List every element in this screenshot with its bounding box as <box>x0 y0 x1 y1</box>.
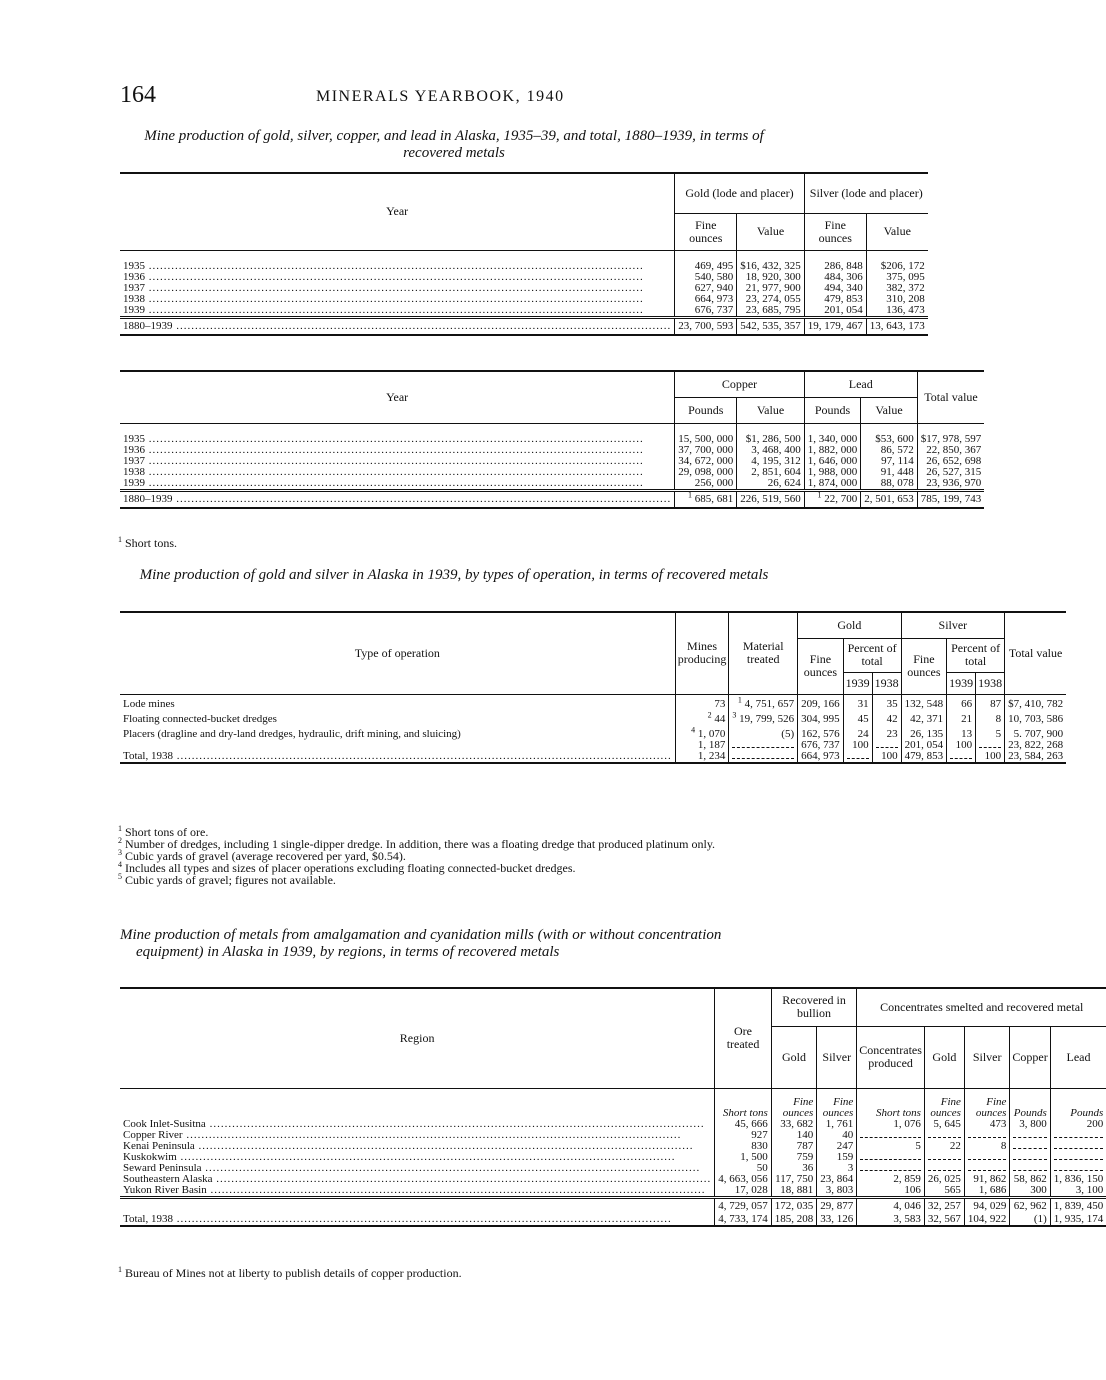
table-cell: 100 <box>947 740 976 751</box>
table-cell: 29, 877 <box>817 1197 857 1214</box>
table-row <box>120 283 928 294</box>
table-cell: 565 <box>924 1185 964 1198</box>
col-year: Year <box>120 371 675 423</box>
table-cell: 42, 371 <box>901 710 947 725</box>
col-lead: Lead <box>1050 1026 1106 1088</box>
table-cell: 664, 973 <box>675 294 737 305</box>
unit-label: Pounds <box>1010 1088 1050 1119</box>
footnote-mark: 1 <box>688 489 692 499</box>
table-cell: Southeastern Alaska ..... <box>120 1174 715 1185</box>
table-cell: 759 <box>771 1152 817 1163</box>
table-cell: 286, 848 <box>804 261 866 272</box>
table-cell: 140 <box>771 1130 817 1141</box>
col-gold-oz: Fine ounces <box>798 638 844 694</box>
table-cell: 247 <box>817 1141 857 1152</box>
page-number: 164 <box>120 82 156 108</box>
table-cell: 42 <box>872 710 901 725</box>
table-cell: 18, 881 <box>771 1185 817 1198</box>
table-cell: 58, 862 <box>1010 1174 1050 1185</box>
spacer-cell <box>120 250 675 261</box>
table1-caption: Mine production of gold, silver, copper, and lead in Alaska, 1935–39, and total, 1880–1939, in terms of recovered metals <box>144 128 764 161</box>
table-cell: $^4$ 1, 070 <box>675 725 729 740</box>
table-cell: 3, 100 <box>1050 1185 1106 1198</box>
table-cell: 26, 025 <box>924 1174 964 1185</box>
table-cell: 106 <box>857 1185 925 1198</box>
table-cell: 19, 179, 467 <box>804 317 866 335</box>
table-cell: Kenai Peninsula ..... <box>120 1141 715 1152</box>
table-row <box>120 294 928 305</box>
table-cell: 676, 737 <box>675 305 737 318</box>
table-cell: 664, 973 <box>798 751 844 763</box>
col-silver-oz: Fine ounces <box>901 638 947 694</box>
col-total-value: Total value <box>1005 612 1067 694</box>
table-cell: 91, 862 <box>964 1174 1010 1185</box>
table-cell: Placers (dragline and dry-land dredges, hydraulic, drift mining, and sluicing) <box>123 727 461 740</box>
table-cell: Lode mines <box>123 697 175 710</box>
table1b <box>120 370 984 509</box>
table-cell: 22, 850, 367 <box>917 445 984 456</box>
table-cell: Floating connected-bucket dredges <box>123 712 277 725</box>
table-cell: 45, 666 <box>715 1119 772 1130</box>
table-cell: 5 <box>857 1141 925 1152</box>
footnote: $^1$ Bureau of Mines not at liberty to publish details of copper production. <box>118 1265 462 1280</box>
table-cell: 226, 519, 560 <box>737 490 805 508</box>
col-1938: 1938 <box>976 672 1005 694</box>
col-silver: Silver <box>817 1026 857 1088</box>
table-cell: 787 <box>771 1141 817 1152</box>
total-1938-row <box>120 751 1066 763</box>
table-row <box>120 261 928 272</box>
table-cell: 2, 501, 653 <box>861 490 918 508</box>
bullion-header: Recovered in bullion <box>771 988 857 1026</box>
table-cell: 3, 800 <box>1010 1119 1050 1130</box>
table-cell: 5 <box>976 725 1005 740</box>
copper-header: Copper <box>675 371 805 397</box>
table-cell: 18, 920, 300 <box>737 272 805 283</box>
table-cell: Total, 1938 ..... <box>120 751 675 763</box>
table-cell: 23, 685, 795 <box>737 305 805 318</box>
table-cell: $^1$ 685, 681 <box>675 490 737 508</box>
table3-caption: Mine production of metals from amalgamation and cyanidation mills (with or without concentration equipment) in Alaska in 1939, by regions, in terms of recovered metals <box>120 927 722 960</box>
table-cell: Copper River ..... <box>120 1130 715 1141</box>
table-cell: 1937 ..... <box>120 456 675 467</box>
col-type: Type of operation <box>120 612 675 694</box>
table-cell: 382, 372 <box>866 283 928 294</box>
table-cell: 40 <box>817 1130 857 1141</box>
footnote-mark: 4 <box>691 724 696 734</box>
table-row <box>120 694 1066 710</box>
footnote-mark: 1 <box>737 694 742 704</box>
footnote-mark: 1 <box>817 489 822 499</box>
table-cell: 1, 935, 174 <box>1050 1214 1106 1226</box>
table-cell: 33, 126 <box>817 1214 857 1226</box>
table-cell: 479, 853 <box>901 751 947 763</box>
table-row <box>120 478 984 491</box>
table-cell: 15, 500, 000 <box>675 434 737 445</box>
table-cell: 17, 028 <box>715 1185 772 1198</box>
table-cell: 2, 851, 604 <box>737 467 805 478</box>
concentrates-header: Concentrates smelted and recovered metal <box>857 988 1106 1026</box>
footnote: $^3$ Cubic yards of gravel (average recovered per yard, $0.54). <box>118 848 406 863</box>
table-cell: 1, 076 <box>857 1119 925 1130</box>
table-cell: $^3$ 19, 799, 526 <box>729 710 798 725</box>
table-cell <box>1010 1141 1050 1152</box>
table-cell: 1935 ..... <box>120 261 675 272</box>
table-cell: 10, 703, 586 <box>1005 710 1067 725</box>
table-cell: 185, 208 <box>771 1214 817 1226</box>
unit-label: Short tons <box>715 1088 772 1119</box>
table-cell: $1, 286, 500 <box>737 434 805 445</box>
table-cell: 1, 234 <box>675 751 729 763</box>
col-1939: 1939 <box>843 672 872 694</box>
table-cell: 1, 761 <box>817 1119 857 1130</box>
table-row <box>120 1141 1106 1152</box>
total-row <box>120 1197 1106 1214</box>
table-cell: 32, 257 <box>924 1197 964 1214</box>
table-cell: (5) <box>729 725 798 740</box>
table-cell: 24 <box>843 725 872 740</box>
table-cell: 13, 643, 173 <box>866 317 928 335</box>
footnote: $^4$ Includes all types and sizes of placer operations excluding floating connected-bucket dredges. <box>118 860 576 875</box>
table-cell: 23, 274, 055 <box>737 294 805 305</box>
table-cell <box>1010 1130 1050 1141</box>
col-value: Value <box>866 213 928 250</box>
table-cell: Seward Peninsula ..... <box>120 1163 715 1174</box>
unit-label: Fine ounces <box>817 1088 857 1119</box>
col-value: Value <box>737 397 805 423</box>
table-cell: 484, 306 <box>804 272 866 283</box>
table-cell: 1880–1939 ..... <box>120 317 675 335</box>
col-mines: Mines producing <box>675 612 729 694</box>
footnote: $^1$ Short tons of ore. <box>118 824 209 839</box>
spacer-cell <box>120 1088 715 1119</box>
table-cell: 1937 ..... <box>120 283 675 294</box>
page-header <box>120 82 788 112</box>
total-value-header: Total value <box>917 371 984 423</box>
table-cell: 542, 535, 357 <box>737 317 805 335</box>
table-cell: 21 <box>947 710 976 725</box>
table-cell: Cook Inlet-Susitna ..... <box>120 1119 715 1130</box>
unit-label: Fine ounces <box>964 1088 1010 1119</box>
table-cell: 1, 988, 000 <box>804 467 861 478</box>
table-cell: 104, 922 <box>964 1214 1010 1226</box>
table-cell: 73 <box>675 694 729 710</box>
col-silver-percent: Percent of total <box>947 638 1005 672</box>
table-cell <box>947 751 976 763</box>
table-cell: 1, 836, 150 <box>1050 1174 1106 1185</box>
table-cell: 300 <box>1010 1185 1050 1198</box>
table-cell: 1, 187 <box>675 740 729 751</box>
table-cell <box>857 1130 925 1141</box>
table2-caption: Mine production of gold and silver in Alaska in 1939, by types of operation, in terms of recovered metals <box>139 567 769 583</box>
footnote-mark: 2 <box>707 709 712 719</box>
table-cell: $7, 410, 782 <box>1005 694 1067 710</box>
table-cell: 1, 340, 000 <box>804 434 861 445</box>
table2-footnotes <box>118 826 790 886</box>
table-cell: (1) <box>1010 1214 1050 1226</box>
gold-header: Gold (lode and placer) <box>675 173 805 213</box>
table-cell: 162, 576 <box>798 725 844 740</box>
table-cell: 97, 114 <box>861 456 918 467</box>
table-cell: 45 <box>843 710 872 725</box>
unit-label: Short tons <box>857 1088 925 1119</box>
table-cell: 117, 750 <box>771 1174 817 1185</box>
table-cell: Total, 1938 ..... <box>120 1214 715 1226</box>
silver-header: Silver <box>901 612 1005 638</box>
table-cell <box>1050 1152 1106 1163</box>
table-cell: 1, 874, 000 <box>804 478 861 491</box>
total-1938-row <box>120 1214 1106 1226</box>
table-cell: 100 <box>843 740 872 751</box>
table-cell: 4, 195, 312 <box>737 456 805 467</box>
table1-footnotes <box>118 537 790 549</box>
table-cell: 1939 ..... <box>120 478 675 491</box>
col-material: Material treated <box>729 612 798 694</box>
table-cell: Yukon River Basin ..... <box>120 1185 715 1198</box>
table-cell: 62, 962 <box>1010 1197 1050 1214</box>
table-cell: 3, 583 <box>857 1214 925 1226</box>
table-cell: 87 <box>976 694 1005 710</box>
table-cell: 201, 054 <box>804 305 866 318</box>
table-cell: 35 <box>872 694 901 710</box>
table-row <box>120 272 928 283</box>
table-cell: 1, 500 <box>715 1152 772 1163</box>
col-ore: Ore treated <box>715 988 772 1088</box>
table3-footnotes <box>118 1267 790 1279</box>
col-silver: Silver <box>964 1026 1010 1088</box>
table-cell <box>729 751 798 763</box>
table-cell: 2, 859 <box>857 1174 925 1185</box>
table-cell: 1939 ..... <box>120 305 675 318</box>
table-cell: 1880–1939 ..... <box>120 490 675 508</box>
table-cell: 159 <box>817 1152 857 1163</box>
col-fine-ounces: Fine ounces <box>804 213 866 250</box>
gold-header: Gold <box>798 612 902 638</box>
col-gold: Gold <box>924 1026 964 1088</box>
units-row <box>120 1088 1106 1119</box>
col-copper: Copper <box>1010 1026 1050 1088</box>
table-cell: 5. 707, 900 <box>1005 725 1067 740</box>
table-cell: 1938 ..... <box>120 294 675 305</box>
footnote: $^1$ Short tons. <box>118 535 178 550</box>
table-row <box>120 725 1066 740</box>
col-pounds: Pounds <box>675 397 737 423</box>
table-cell: 136, 473 <box>866 305 928 318</box>
table-cell <box>857 1152 925 1163</box>
spacer-cell <box>120 423 675 434</box>
table-cell: 8 <box>964 1141 1010 1152</box>
table-cell <box>1010 1152 1050 1163</box>
table-cell <box>729 740 798 751</box>
table-cell: 3 <box>817 1163 857 1174</box>
table-cell: 201, 054 <box>901 740 947 751</box>
table1a <box>120 172 928 336</box>
table-cell <box>120 740 675 751</box>
table-cell: 310, 208 <box>866 294 928 305</box>
table3 <box>120 987 1106 1227</box>
col-gold: Gold <box>771 1026 817 1088</box>
table-cell: 26, 652, 698 <box>917 456 984 467</box>
table-cell: $16, 432, 325 <box>737 261 805 272</box>
footnote: $^2$ Number of dredges, including 1 single-dipper dredge. In addition, there was a floating dredge that produced platinum only. <box>118 836 716 851</box>
table-cell: 21, 977, 900 <box>737 283 805 294</box>
table-cell: 86, 572 <box>861 445 918 456</box>
table-cell: 469, 495 <box>675 261 737 272</box>
table-cell: 31 <box>843 694 872 710</box>
table-cell: 4, 046 <box>857 1197 925 1214</box>
table-cell: 627, 940 <box>675 283 737 294</box>
table-cell: 375, 095 <box>866 272 928 283</box>
col-1939: 1939 <box>947 672 976 694</box>
table-cell: 26, 624 <box>737 478 805 491</box>
table-cell: 23 <box>872 725 901 740</box>
col-value: Value <box>861 397 918 423</box>
table-cell: 100 <box>872 751 901 763</box>
table-cell: 304, 995 <box>798 710 844 725</box>
silver-header: Silver (lode and placer) <box>804 173 928 213</box>
footnote: $^5$ Cubic yards of gravel; figures not available. <box>118 872 336 887</box>
table2 <box>120 611 1066 764</box>
table-cell: $206, 172 <box>866 261 928 272</box>
table-row <box>120 710 1066 725</box>
table-cell: $53, 600 <box>861 434 918 445</box>
table-cell: 4, 729, 057 <box>715 1197 772 1214</box>
table-cell: 1, 839, 450 <box>1050 1197 1106 1214</box>
table-cell: Kuskokwim ..... <box>120 1152 715 1163</box>
col-fine-ounces: Fine ounces <box>675 213 737 250</box>
table-cell <box>924 1152 964 1163</box>
table-cell: 26, 527, 315 <box>917 467 984 478</box>
table-cell: 1936 ..... <box>120 272 675 283</box>
table-cell: 830 <box>715 1141 772 1152</box>
spacer-row <box>120 250 928 261</box>
table-cell: 1938 ..... <box>120 467 675 478</box>
table-cell: 66 <box>947 694 976 710</box>
table-cell: 5, 645 <box>924 1119 964 1130</box>
table-cell: 100 <box>976 751 1005 763</box>
lead-header: Lead <box>804 371 917 397</box>
table-cell: 32, 567 <box>924 1214 964 1226</box>
table-cell: 23, 822, 268 <box>1005 740 1067 751</box>
table-cell: 172, 035 <box>771 1197 817 1214</box>
col-1938: 1938 <box>872 672 901 694</box>
table-cell: 13 <box>947 725 976 740</box>
table-cell: 37, 700, 000 <box>675 445 737 456</box>
table-cell: 34, 672, 000 <box>675 456 737 467</box>
table-cell: $17, 978, 597 <box>917 434 984 445</box>
table-cell <box>964 1152 1010 1163</box>
table-cell: 88, 078 <box>861 478 918 491</box>
table-row <box>120 1119 1106 1130</box>
table-cell: 94, 029 <box>964 1197 1010 1214</box>
table-cell: 3, 468, 400 <box>737 445 805 456</box>
col-year: Year <box>120 173 675 250</box>
table-cell: 36 <box>771 1163 817 1174</box>
table-cell: 22 <box>924 1141 964 1152</box>
table-cell <box>843 751 872 763</box>
table-cell: 1, 686 <box>964 1185 1010 1198</box>
running-head: MINERALS YEARBOOK, 1940 <box>316 88 565 105</box>
unit-label: Fine ounces <box>771 1088 817 1119</box>
col-value: Value <box>737 213 805 250</box>
table-cell: 91, 448 <box>861 467 918 478</box>
table-cell: 927 <box>715 1130 772 1141</box>
table-cell: 23, 700, 593 <box>675 317 737 335</box>
col-pounds: Pounds <box>804 397 861 423</box>
footnote-mark: 3 <box>732 709 737 719</box>
unit-label: Fine ounces <box>924 1088 964 1119</box>
table-cell: 209, 166 <box>798 694 844 710</box>
table-cell: 23, 584, 263 <box>1005 751 1067 763</box>
table-cell: 3, 803 <box>817 1185 857 1198</box>
table-cell <box>1050 1130 1106 1141</box>
table-cell: $^2$ 44 <box>675 710 729 725</box>
table-cell: 1935 ..... <box>120 434 675 445</box>
table-cell: 1, 882, 000 <box>804 445 861 456</box>
table-cell: 8 <box>976 710 1005 725</box>
total-row <box>120 317 928 335</box>
table-cell: 29, 098, 000 <box>675 467 737 478</box>
table-cell: 33, 682 <box>771 1119 817 1130</box>
table-cell: 50 <box>715 1163 772 1174</box>
table-cell: $^1$ 22, 700 <box>804 490 861 508</box>
table-row <box>120 1152 1106 1163</box>
table-cell: $^1$ 4, 751, 657 <box>729 694 798 710</box>
table-cell: 4, 733, 174 <box>715 1214 772 1226</box>
table-row <box>120 1185 1106 1198</box>
table-cell: 23, 936, 970 <box>917 478 984 491</box>
col-conc-produced: Concentrates produced <box>857 1026 925 1088</box>
table-cell: 200 <box>1050 1119 1106 1130</box>
table-cell: 785, 199, 743 <box>917 490 984 508</box>
table-cell: 256, 000 <box>675 478 737 491</box>
col-gold-percent: Percent of total <box>843 638 901 672</box>
table-row <box>120 305 928 318</box>
table-cell: 26, 135 <box>901 725 947 740</box>
table-cell: 23, 864 <box>817 1174 857 1185</box>
table-cell: 676, 737 <box>798 740 844 751</box>
table-cell: 4, 663, 056 <box>715 1174 772 1185</box>
table-cell: 479, 853 <box>804 294 866 305</box>
table-cell: 1936 ..... <box>120 445 675 456</box>
table-cell <box>120 1197 715 1214</box>
table-cell: 473 <box>964 1119 1010 1130</box>
table-cell: 132, 548 <box>901 694 947 710</box>
table-cell: 494, 340 <box>804 283 866 294</box>
table-cell: 540, 580 <box>675 272 737 283</box>
unit-label: Pounds <box>1050 1088 1106 1119</box>
table-cell <box>1050 1141 1106 1152</box>
table-cell: 1, 646, 000 <box>804 456 861 467</box>
col-region: Region <box>120 988 715 1088</box>
total-row <box>120 490 984 508</box>
